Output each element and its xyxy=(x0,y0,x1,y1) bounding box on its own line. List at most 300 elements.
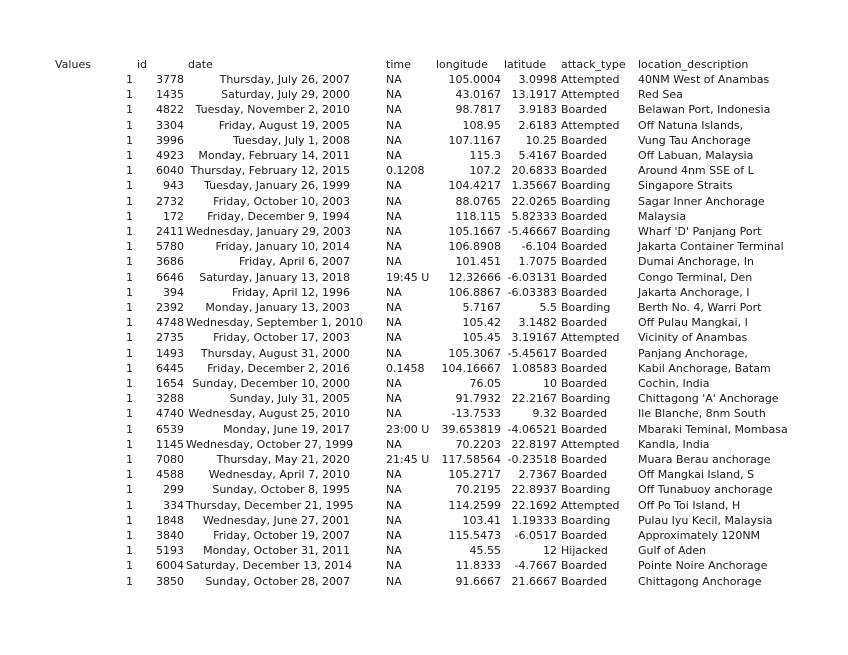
id-cell[interactable]: 394 xyxy=(163,285,184,299)
value-cell[interactable]: 1 xyxy=(126,209,133,223)
longitude-cell[interactable]: 91.7932 xyxy=(455,392,501,406)
id-cell[interactable]: 4748 xyxy=(156,316,184,330)
value-cell[interactable]: 1 xyxy=(126,574,133,588)
latitude-cell[interactable]: -6.0517 xyxy=(514,529,557,542)
longitude-cell[interactable]: 45.55 xyxy=(469,544,501,558)
table-row[interactable] xyxy=(0,88,848,102)
latitude-cell[interactable]: 1.35667 xyxy=(511,179,557,193)
longitude-cell[interactable]: 70.2203 xyxy=(455,437,501,451)
value-cell[interactable]: 1 xyxy=(126,559,133,573)
id-cell[interactable]: 4740 xyxy=(156,407,184,421)
table-row[interactable] xyxy=(0,195,848,209)
time-cell[interactable]: NA xyxy=(386,179,402,193)
attack-type-cell[interactable]: Boarded xyxy=(561,103,608,117)
table-row[interactable] xyxy=(0,164,848,178)
location-description-cell[interactable]: Off Mangkai Island, S xyxy=(638,468,755,482)
location-description-cell[interactable]: Muara Berau anchorage xyxy=(638,453,771,466)
time-cell[interactable]: NA xyxy=(386,377,402,390)
id-cell[interactable]: 1654 xyxy=(156,377,184,390)
time-cell[interactable]: NA xyxy=(386,331,402,345)
date-cell[interactable]: Sunday, December 10, 2000 xyxy=(192,377,350,390)
location-description-cell[interactable]: Congo Terminal, Den xyxy=(638,270,753,284)
time-cell[interactable]: NA xyxy=(386,240,402,254)
date-cell[interactable]: Friday, April 6, 2007 xyxy=(239,255,350,269)
date-cell[interactable]: Thursday, May 21, 2020 xyxy=(216,453,350,466)
latitude-cell[interactable]: -6.03383 xyxy=(507,285,557,299)
time-cell[interactable]: NA xyxy=(386,149,402,162)
time-cell[interactable]: 23:00 U xyxy=(386,422,430,436)
latitude-cell[interactable]: 3.19167 xyxy=(511,331,557,345)
id-cell[interactable]: 3840 xyxy=(156,529,184,542)
value-cell[interactable]: 1 xyxy=(126,285,133,299)
location-description-cell[interactable]: Off Labuan, Malaysia xyxy=(638,149,754,162)
date-cell[interactable]: Wednesday, September 1, 2010 xyxy=(186,316,363,330)
value-cell[interactable]: 1 xyxy=(126,513,133,527)
location-description-cell[interactable]: Vicinity of Anambas xyxy=(638,331,748,345)
value-cell[interactable]: 1 xyxy=(126,468,133,482)
time-cell[interactable]: NA xyxy=(386,73,402,86)
latitude-cell[interactable]: 5.5 xyxy=(539,301,557,314)
value-cell[interactable]: 1 xyxy=(126,483,133,497)
id-cell[interactable]: 7080 xyxy=(156,453,184,466)
id-cell[interactable]: 6445 xyxy=(156,361,184,375)
date-cell[interactable]: Thursday, July 26, 2007 xyxy=(219,73,350,86)
table-row[interactable] xyxy=(0,103,848,117)
value-cell[interactable]: 1 xyxy=(126,453,133,466)
location-description-cell[interactable]: Vung Tau Anchorage xyxy=(638,133,751,147)
location-description-cell[interactable]: Singapore Straits xyxy=(638,179,733,193)
latitude-cell[interactable]: 22.2167 xyxy=(511,392,557,406)
date-cell[interactable]: Wednesday, June 27, 2001 xyxy=(202,513,350,527)
latitude-cell[interactable]: -0.23518 xyxy=(507,453,557,466)
attack-type-cell[interactable]: Boarded xyxy=(561,559,608,573)
time-cell[interactable]: NA xyxy=(386,407,402,421)
latitude-cell[interactable]: 22.0265 xyxy=(511,194,557,208)
longitude-cell[interactable]: 106.8867 xyxy=(448,285,501,299)
latitude-cell[interactable]: 2.7367 xyxy=(518,468,557,482)
attack-type-cell[interactable]: Boarding xyxy=(561,301,611,314)
location-description-cell[interactable]: Approximately 120NM xyxy=(638,529,761,542)
attack-type-cell[interactable]: Boarded xyxy=(561,422,608,436)
longitude-cell[interactable]: 5.7167 xyxy=(462,301,501,314)
id-cell[interactable]: 3778 xyxy=(156,73,184,86)
id-cell[interactable]: 3996 xyxy=(156,133,184,147)
value-cell[interactable]: 1 xyxy=(126,103,133,117)
longitude-cell[interactable]: 118.115 xyxy=(455,209,501,223)
table-row[interactable] xyxy=(0,301,848,315)
column-header-latitude[interactable]: latitude xyxy=(504,58,547,71)
value-cell[interactable]: 1 xyxy=(126,407,133,421)
latitude-cell[interactable]: -4.7667 xyxy=(514,559,557,573)
latitude-cell[interactable]: 2.6183 xyxy=(518,118,557,132)
longitude-cell[interactable]: 107.2 xyxy=(469,164,501,178)
column-header-time[interactable]: time xyxy=(386,58,411,71)
longitude-cell[interactable]: 108.95 xyxy=(462,118,501,132)
id-cell[interactable]: 1493 xyxy=(156,346,184,360)
id-cell[interactable]: 3686 xyxy=(156,255,184,269)
longitude-cell[interactable]: 88.0765 xyxy=(455,194,501,208)
longitude-cell[interactable]: 107.1167 xyxy=(448,133,501,147)
time-cell[interactable]: NA xyxy=(386,316,402,330)
attack-type-cell[interactable]: Boarded xyxy=(561,270,608,284)
table-row[interactable] xyxy=(0,362,848,376)
table-row[interactable] xyxy=(0,179,848,193)
latitude-cell[interactable]: 13.1917 xyxy=(511,88,557,102)
id-cell[interactable]: 1848 xyxy=(156,513,184,527)
latitude-cell[interactable]: -5.45617 xyxy=(507,346,557,360)
longitude-cell[interactable]: 105.3067 xyxy=(448,346,501,360)
location-description-cell[interactable]: Off Pulau Mangkai, I xyxy=(638,316,748,330)
longitude-cell[interactable]: 11.8333 xyxy=(455,559,501,573)
table-row[interactable] xyxy=(0,73,848,87)
value-cell[interactable]: 1 xyxy=(126,377,133,390)
date-cell[interactable]: Thursday, August 31, 2000 xyxy=(200,346,350,360)
value-cell[interactable]: 1 xyxy=(126,331,133,345)
date-cell[interactable]: Saturday, January 13, 2018 xyxy=(199,270,350,284)
latitude-cell[interactable]: 9.32 xyxy=(532,407,557,421)
value-cell[interactable]: 1 xyxy=(126,498,133,512)
location-description-cell[interactable]: Panjang Anchorage, xyxy=(638,346,748,360)
attack-type-cell[interactable]: Boarded xyxy=(561,285,608,299)
longitude-cell[interactable]: 105.45 xyxy=(462,331,501,345)
table-row[interactable] xyxy=(0,255,848,269)
attack-type-cell[interactable]: Attempted xyxy=(561,437,620,451)
id-cell[interactable]: 3288 xyxy=(156,392,184,406)
value-cell[interactable]: 1 xyxy=(126,225,133,238)
table-row[interactable] xyxy=(0,134,848,148)
value-cell[interactable]: 1 xyxy=(126,73,133,86)
table-row[interactable] xyxy=(0,286,848,300)
latitude-cell[interactable]: 22.1692 xyxy=(511,498,557,512)
date-cell[interactable]: Monday, October 31, 2011 xyxy=(203,544,350,558)
location-description-cell[interactable]: 40NM West of Anambas xyxy=(638,73,770,86)
table-row[interactable] xyxy=(0,483,848,497)
date-cell[interactable]: Friday, January 10, 2014 xyxy=(215,240,350,254)
id-cell[interactable]: 299 xyxy=(163,483,184,497)
longitude-cell[interactable]: 105.1667 xyxy=(448,225,501,238)
value-cell[interactable]: 1 xyxy=(126,270,133,284)
location-description-cell[interactable]: Gulf of Aden xyxy=(638,544,707,558)
longitude-cell[interactable]: 104.4217 xyxy=(448,179,501,193)
longitude-cell[interactable]: 105.0004 xyxy=(448,73,501,86)
column-header-date[interactable]: date xyxy=(188,58,213,71)
time-cell[interactable]: NA xyxy=(386,209,402,223)
id-cell[interactable]: 3304 xyxy=(156,118,184,132)
date-cell[interactable]: Tuesday, January 26, 1999 xyxy=(204,179,350,193)
longitude-cell[interactable]: 104.16667 xyxy=(441,361,501,375)
location-description-cell[interactable]: Chittagong 'A' Anchorage xyxy=(638,392,779,406)
attack-type-cell[interactable]: Boarding xyxy=(561,194,611,208)
attack-type-cell[interactable]: Hijacked xyxy=(561,544,608,558)
longitude-cell[interactable]: 76.05 xyxy=(469,377,501,390)
time-cell[interactable]: NA xyxy=(386,133,402,147)
latitude-cell[interactable]: 22.8937 xyxy=(511,483,557,497)
table-row[interactable] xyxy=(0,499,848,513)
latitude-cell[interactable]: -5.46667 xyxy=(507,225,557,238)
location-description-cell[interactable]: Kabil Anchorage, Batam xyxy=(638,361,771,375)
longitude-cell[interactable]: 117.58564 xyxy=(441,453,501,466)
id-cell[interactable]: 2411 xyxy=(156,225,184,238)
attack-type-cell[interactable]: Boarding xyxy=(561,179,611,193)
id-cell[interactable]: 2735 xyxy=(156,331,184,345)
date-cell[interactable]: Monday, January 13, 2003 xyxy=(205,301,350,314)
date-cell[interactable]: Wednesday, April 7, 2010 xyxy=(208,468,350,482)
longitude-cell[interactable]: 105.2717 xyxy=(448,468,501,482)
id-cell[interactable]: 4588 xyxy=(156,468,184,482)
longitude-cell[interactable]: -13.7533 xyxy=(451,407,501,421)
value-cell[interactable]: 1 xyxy=(126,255,133,269)
value-cell[interactable]: 1 xyxy=(126,118,133,132)
value-cell[interactable]: 1 xyxy=(126,316,133,330)
longitude-cell[interactable]: 43.0167 xyxy=(455,88,501,102)
latitude-cell[interactable]: -6.03131 xyxy=(507,270,557,284)
table-row[interactable] xyxy=(0,438,848,452)
table-row[interactable] xyxy=(0,210,848,224)
value-cell[interactable]: 1 xyxy=(126,437,133,451)
location-description-cell[interactable]: Malaysia xyxy=(638,209,687,223)
location-description-cell[interactable]: Red Sea xyxy=(638,88,683,102)
attack-type-cell[interactable]: Boarding xyxy=(561,225,611,238)
longitude-cell[interactable]: 106.8908 xyxy=(448,240,501,254)
id-cell[interactable]: 3850 xyxy=(156,574,184,588)
id-cell[interactable]: 2732 xyxy=(156,194,184,208)
id-cell[interactable]: 4923 xyxy=(156,149,184,162)
table-row[interactable] xyxy=(0,377,848,391)
location-description-cell[interactable]: Ile Blanche, 8nm South xyxy=(638,407,766,421)
time-cell[interactable]: NA xyxy=(386,574,402,588)
date-cell[interactable]: Friday, December 2, 2016 xyxy=(207,361,350,375)
time-cell[interactable]: NA xyxy=(386,544,402,558)
id-cell[interactable]: 6040 xyxy=(156,164,184,178)
id-cell[interactable]: 1435 xyxy=(156,88,184,102)
table-row[interactable] xyxy=(0,271,848,285)
date-cell[interactable]: Wednesday, August 25, 2010 xyxy=(188,407,350,421)
attack-type-cell[interactable]: Attempted xyxy=(561,88,620,102)
time-cell[interactable]: NA xyxy=(386,225,402,238)
location-description-cell[interactable]: Off Tunabuoy anchorage xyxy=(638,483,773,497)
date-cell[interactable]: Wednesday, January 29, 2003 xyxy=(186,225,351,238)
id-cell[interactable]: 943 xyxy=(163,179,184,193)
value-cell[interactable]: 1 xyxy=(126,346,133,360)
attack-type-cell[interactable]: Attempted xyxy=(561,331,620,345)
longitude-cell[interactable]: 114.2599 xyxy=(448,498,501,512)
time-cell[interactable]: 19:45 U xyxy=(386,270,430,284)
date-cell[interactable]: Sunday, July 31, 2005 xyxy=(229,392,350,406)
column-header-location-description[interactable]: location_description xyxy=(638,58,749,71)
value-cell[interactable]: 1 xyxy=(126,301,133,314)
date-cell[interactable]: Saturday, July 29, 2000 xyxy=(221,88,350,102)
table-row[interactable] xyxy=(0,331,848,345)
value-cell[interactable]: 1 xyxy=(126,149,133,162)
location-description-cell[interactable]: Pointe Noire Anchorage xyxy=(638,559,768,573)
time-cell[interactable]: 21:45 U xyxy=(386,453,430,466)
date-cell[interactable]: Monday, February 14, 2011 xyxy=(198,149,350,162)
date-cell[interactable]: Friday, December 9, 1994 xyxy=(207,209,350,223)
table-row[interactable] xyxy=(0,423,848,437)
time-cell[interactable]: NA xyxy=(386,118,402,132)
latitude-cell[interactable]: 12 xyxy=(543,544,557,558)
value-cell[interactable]: 1 xyxy=(126,240,133,254)
latitude-cell[interactable]: 5.82333 xyxy=(511,209,557,223)
longitude-cell[interactable]: 70.2195 xyxy=(455,483,501,497)
attack-type-cell[interactable]: Boarded xyxy=(561,240,608,254)
date-cell[interactable]: Friday, October 19, 2007 xyxy=(213,529,350,542)
time-cell[interactable]: NA xyxy=(386,483,402,497)
latitude-cell[interactable]: 1.19333 xyxy=(511,513,557,527)
location-description-cell[interactable]: Mbaraki Teminal, Mombasa xyxy=(638,422,788,436)
value-cell[interactable]: 1 xyxy=(126,529,133,542)
id-cell[interactable]: 4822 xyxy=(156,103,184,117)
column-header-longitude[interactable]: longitude xyxy=(436,58,488,71)
table-row[interactable] xyxy=(0,316,848,330)
date-cell[interactable]: Thursday, December 21, 1995 xyxy=(186,498,354,512)
date-cell[interactable]: Tuesday, November 2, 2010 xyxy=(195,103,350,117)
location-description-cell[interactable]: Kandla, India xyxy=(638,437,710,451)
time-cell[interactable]: NA xyxy=(386,498,402,512)
attack-type-cell[interactable]: Attempted xyxy=(561,73,620,86)
latitude-cell[interactable]: 3.0998 xyxy=(518,73,557,86)
time-cell[interactable]: 0.1208 xyxy=(386,164,425,178)
time-cell[interactable]: NA xyxy=(386,301,402,314)
date-cell[interactable]: Sunday, October 8, 1995 xyxy=(212,483,350,497)
date-cell[interactable]: Wednesday, October 27, 1999 xyxy=(186,437,354,451)
latitude-cell[interactable]: 3.1482 xyxy=(518,316,557,330)
id-cell[interactable]: 1145 xyxy=(156,437,184,451)
location-description-cell[interactable]: Off Po Toi Island, H xyxy=(638,498,741,512)
location-description-cell[interactable]: Jakarta Container Terminal xyxy=(638,240,784,254)
table-row[interactable] xyxy=(0,407,848,421)
attack-type-cell[interactable]: Boarded xyxy=(561,255,608,269)
id-cell[interactable]: 6539 xyxy=(156,422,184,436)
longitude-cell[interactable]: 115.3 xyxy=(469,149,501,162)
id-cell[interactable]: 334 xyxy=(163,498,184,512)
date-cell[interactable]: Tuesday, July 1, 2008 xyxy=(232,133,350,147)
attack-type-cell[interactable]: Boarded xyxy=(561,361,608,375)
time-cell[interactable]: NA xyxy=(386,346,402,360)
id-cell[interactable]: 5193 xyxy=(156,544,184,558)
time-cell[interactable]: NA xyxy=(386,513,402,527)
attack-type-cell[interactable]: Boarded xyxy=(561,316,608,330)
location-description-cell[interactable]: Chittagong Anchorage xyxy=(638,574,762,588)
attack-type-cell[interactable]: Boarding xyxy=(561,483,611,497)
latitude-cell[interactable]: 20.6833 xyxy=(511,164,557,178)
attack-type-cell[interactable]: Boarded xyxy=(561,574,608,588)
latitude-cell[interactable]: 3.9183 xyxy=(518,103,557,117)
table-row[interactable] xyxy=(0,529,848,543)
attack-type-cell[interactable]: Boarded xyxy=(561,407,608,421)
location-description-cell[interactable]: Cochin, India xyxy=(638,377,710,390)
id-cell[interactable]: 2392 xyxy=(156,301,184,314)
attack-type-cell[interactable]: Boarded xyxy=(561,209,608,223)
table-row[interactable] xyxy=(0,453,848,467)
date-cell[interactable]: Friday, October 10, 2003 xyxy=(213,194,350,208)
latitude-cell[interactable]: 1.08583 xyxy=(511,361,557,375)
table-row[interactable] xyxy=(0,149,848,163)
value-cell[interactable]: 1 xyxy=(126,392,133,406)
latitude-cell[interactable]: 5.4167 xyxy=(518,149,557,162)
table-row[interactable] xyxy=(0,392,848,406)
location-description-cell[interactable]: Wharf 'D' Panjang Port xyxy=(638,225,762,238)
longitude-cell[interactable]: 115.5473 xyxy=(448,529,501,542)
attack-type-cell[interactable]: Boarding xyxy=(561,392,611,406)
date-cell[interactable]: Saturday, December 13, 2014 xyxy=(186,559,353,573)
value-cell[interactable]: 1 xyxy=(126,179,133,193)
longitude-cell[interactable]: 105.42 xyxy=(462,316,501,330)
id-cell[interactable]: 172 xyxy=(163,209,184,223)
time-cell[interactable]: NA xyxy=(386,285,402,299)
column-header-attack-type[interactable]: attack_type xyxy=(561,58,626,71)
latitude-cell[interactable]: -4.06521 xyxy=(507,422,557,436)
location-description-cell[interactable]: Pulau Iyu Kecil, Malaysia xyxy=(638,513,773,527)
column-header-id[interactable]: id xyxy=(137,58,148,71)
table-row[interactable] xyxy=(0,575,848,589)
date-cell[interactable]: Friday, August 19, 2005 xyxy=(218,118,350,132)
time-cell[interactable]: NA xyxy=(386,392,402,406)
location-description-cell[interactable]: Jakarta Anchorage, I xyxy=(638,285,750,299)
value-cell[interactable]: 1 xyxy=(126,422,133,436)
latitude-cell[interactable]: 1.7075 xyxy=(518,255,557,269)
latitude-cell[interactable]: 22.8197 xyxy=(511,437,557,451)
longitude-cell[interactable]: 12.32666 xyxy=(448,270,501,284)
time-cell[interactable]: NA xyxy=(386,255,402,269)
date-cell[interactable]: Friday, April 12, 1996 xyxy=(232,285,350,299)
latitude-cell[interactable]: 10.25 xyxy=(525,133,557,147)
date-cell[interactable]: Monday, June 19, 2017 xyxy=(223,422,350,436)
table-row[interactable] xyxy=(0,468,848,482)
value-cell[interactable]: 1 xyxy=(126,88,133,102)
time-cell[interactable]: NA xyxy=(386,437,402,451)
table-row[interactable] xyxy=(0,559,848,573)
table-row[interactable] xyxy=(0,347,848,361)
longitude-cell[interactable]: 39.653819 xyxy=(441,422,501,436)
date-cell[interactable]: Friday, October 17, 2003 xyxy=(213,331,350,345)
date-cell[interactable]: Thursday, February 12, 2015 xyxy=(190,164,350,178)
time-cell[interactable]: 0.1458 xyxy=(386,361,425,375)
latitude-cell[interactable]: 10 xyxy=(543,377,557,390)
value-cell[interactable]: 1 xyxy=(126,544,133,558)
table-row[interactable] xyxy=(0,119,848,133)
attack-type-cell[interactable]: Boarded xyxy=(561,346,608,360)
time-cell[interactable]: NA xyxy=(386,103,402,117)
attack-type-cell[interactable]: Attempted xyxy=(561,118,620,132)
longitude-cell[interactable]: 101.451 xyxy=(455,255,501,269)
time-cell[interactable]: NA xyxy=(386,194,402,208)
location-description-cell[interactable]: Around 4nm SSE of L xyxy=(638,164,754,178)
latitude-cell[interactable]: 21.6667 xyxy=(511,574,557,588)
table-row[interactable] xyxy=(0,240,848,254)
longitude-cell[interactable]: 103.41 xyxy=(462,513,501,527)
table-row[interactable] xyxy=(0,225,848,239)
attack-type-cell[interactable]: Boarded xyxy=(561,164,608,178)
id-cell[interactable]: 6646 xyxy=(156,270,184,284)
value-cell[interactable]: 1 xyxy=(126,194,133,208)
attack-type-cell[interactable]: Boarded xyxy=(561,149,608,162)
longitude-cell[interactable]: 91.6667 xyxy=(455,574,501,588)
attack-type-cell[interactable]: Boarding xyxy=(561,513,611,527)
location-description-cell[interactable]: Berth No. 4, Warri Port xyxy=(638,301,762,314)
value-cell[interactable]: 1 xyxy=(126,164,133,178)
location-description-cell[interactable]: Dumai Anchorage, In xyxy=(638,255,754,269)
value-cell[interactable]: 1 xyxy=(126,361,133,375)
attack-type-cell[interactable]: Boarded xyxy=(561,377,608,390)
time-cell[interactable]: NA xyxy=(386,468,402,482)
table-row[interactable] xyxy=(0,544,848,558)
time-cell[interactable]: NA xyxy=(386,559,402,573)
attack-type-cell[interactable]: Boarded xyxy=(561,133,608,147)
attack-type-cell[interactable]: Boarded xyxy=(561,529,608,542)
attack-type-cell[interactable]: Boarded xyxy=(561,453,608,466)
date-cell[interactable]: Sunday, October 28, 2007 xyxy=(205,574,350,588)
